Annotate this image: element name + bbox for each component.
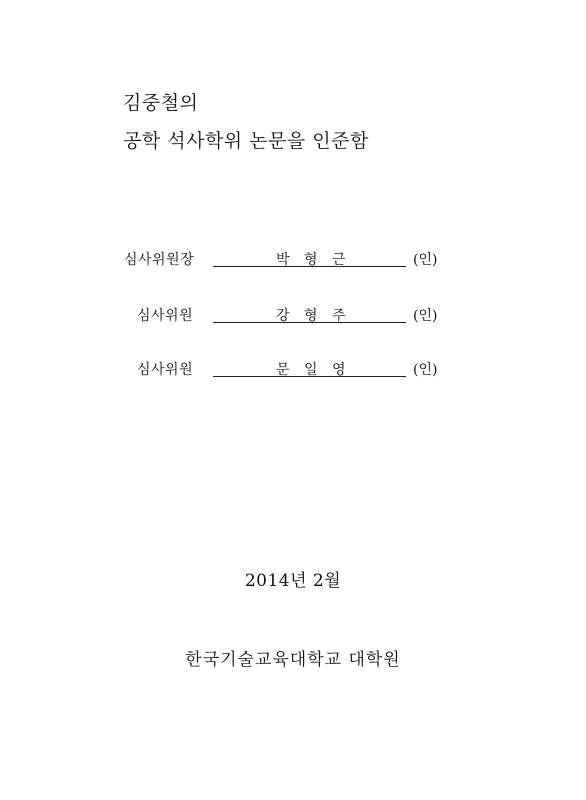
committee-role: 심사위원 bbox=[137, 362, 194, 378]
committee-name: 박 형 근 bbox=[276, 252, 351, 268]
committee-row-chair bbox=[0, 249, 586, 273]
seal-mark: (인) bbox=[413, 362, 438, 378]
committee-name: 문 일 영 bbox=[276, 362, 351, 378]
university-name: 한국기술교육대학교 대학원 bbox=[185, 650, 401, 670]
thesis-approval-line: 공학 석사학위 논문을 인준함 bbox=[123, 130, 369, 152]
committee-row-member-2 bbox=[0, 359, 586, 383]
seal-mark: (인) bbox=[413, 308, 438, 324]
committee-row-member-1 bbox=[0, 305, 586, 329]
committee-role: 심사위원장 bbox=[124, 252, 195, 268]
committee-name: 강 형 주 bbox=[276, 308, 351, 324]
thesis-author-line: 김중철의 bbox=[123, 92, 199, 114]
committee-role: 심사위원 bbox=[137, 308, 194, 324]
seal-mark: (인) bbox=[413, 252, 438, 268]
approval-date: 2014년 2월 bbox=[244, 571, 342, 591]
